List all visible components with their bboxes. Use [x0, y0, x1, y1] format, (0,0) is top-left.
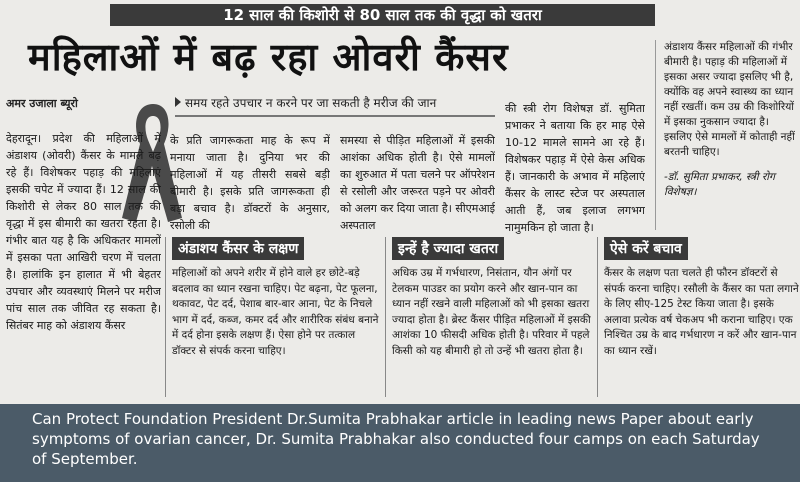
main-headline: महिलाओं में बढ़ रहा ओवरी कैंसर: [28, 35, 509, 79]
quote-sidebar: [655, 40, 799, 230]
subheadline: [175, 94, 495, 117]
article-column-2: के प्रति जागरूकता माह के रूप में मनाया जाता है। दुनिया भर की महिलाओं में यह तीसरी सबसे बड़ी बीमारी है। इसके प्रति जागरूकता ही बड़ा बचाव है। डॉक्टरों के अनुसार, रसोली की: [170, 134, 330, 232]
byline: अमर उजाला ब्यूरो: [6, 97, 78, 110]
section-symptoms: [165, 237, 382, 397]
section-prevention-title: ऐसे करें बचाव: [604, 237, 688, 260]
article-column-1: देहरादून। प्रदेश की महिलाओं में अंडाशय (ओवरी) कैंसर के मामले बढ़ रहे हैं। विशेषकर पहाड़ की महिलाएं इसकी चपेट में ज्यादा हैं। 12 साल की किशोरी से लेकर 80 साल तक की वृद्धा में इस बीमारी का खतरा रहता है। गंभीर बात यह है कि अधिकतर मामलों में इसका पता आखिरी चरण में चलता है। हालांकि इन हालात में भी बेहतर उपचार और व्यवस्थाएं मिलने पर मरीज पांच साल तक जीवित रह सकता है। सितंबर माह को अंडाशय कैंसर: [6, 132, 161, 332]
sidebar-text: अंडाशय कैंसर महिलाओं की गंभीर बीमारी है। पहाड़ की महिलाओं में इसका असर ज्यादा इसलिए भी है, क्योंकि वह अपने स्वास्थ्य का ध्यान नहीं रखतीं। कम उम्र की किशोरियों में इसका नुकसान ज्यादा है। इसलिए ऐसे मामलों में कोताही नहीं बरतनी चाहिए।: [664, 41, 795, 158]
section-symptoms-title: अंडाशय कैंसर के लक्षण: [172, 237, 304, 260]
section-risk-body: अधिक उम्र में गर्भधारण, निसंतान, यौन अंगों पर टेलकम पाउडर का प्रयोग करने और खान-पान का ध्यान नहीं रखने वाली महिलाओं को भी इसका खतरा ज्यादा होता है। ब्रेस्ट कैंसर पीड़ित महिलाओं में इसकी आशंका 10 फीसदी अधिक होती है। परिवार में पहले किसी को यह बीमारी हो तो उन्हें भी खतरा होता है।: [392, 267, 591, 357]
sidebar-signature: -डॉ. सुमिता प्रभाकर, स्त्री रोग विशेषज्ञ।: [664, 171, 775, 198]
section-risk: [385, 237, 597, 397]
section-prevention-body: कैंसर के लक्षण पता चलते ही फौरन डॉक्टरों से संपर्क करना चाहिए। रसौली के कैंसर का पता लगाने के लिए सीए-125 टेस्ट किया जाता है। इसके अलावा प्रत्येक वर्ष चेकअप भी कराना चाहिए। एक निश्चित उम्र के बाद गर्भधारण न करें और खान-पान का ध्यान रखें।: [604, 267, 799, 357]
article-column-4: की स्त्री रोग विशेषज्ञ डॉ. सुमिता प्रभाकर ने बताया कि हर माह ऐसे 10-12 मामले सामने आ रहे हैं। विशेषकर पहाड़ में ऐसे केस अधिक हैं। जानकारी के अभाव में महिलाएं कैंसर के लास्ट स्टेज पर अस्पताल आती हैं, जब इलाज लगभग नामुमकिन हो जाता है।: [505, 102, 645, 234]
kicker-headline: 12 साल की किशोरी से 80 साल तक की वृद्धा को खतरा: [110, 4, 655, 26]
article-column-3: समस्या से पीड़ित महिलाओं में इसकी आशंका अधिक होती है। ऐसे मामलों का शुरुआत में पता चलने पर ऑपरेशन से रसोली और जरूरत पड़ने पर ओवरी को अलग कर दिया जाता है। सीएमआई अस्पताल: [340, 134, 495, 232]
section-risk-title: इन्हें है ज्यादा खतरा: [392, 237, 504, 260]
section-prevention: [597, 237, 799, 397]
image-caption: Can Protect Foundation President Dr.Sumita Prabhakar article in leading news Paper about early symptoms of ovarian cancer, Dr. Sumita Prabhakar also conducted four camps on each Saturday of September.: [0, 404, 800, 482]
subheadline-text: समय रहते उपचार न करने पर जा सकती है मरीज की जान: [185, 96, 437, 110]
section-symptoms-body: महिलाओं को अपने शरीर में होने वाले हर छोटे-बड़े बदलाव का ध्यान रखना चाहिए। पेट बढ़ना, पेट फूलना, थकावट, पेट दर्द, पेशाब बार-बार आना, पेट के निचले भाग में दर्द, कब्ज, कमर दर्द और शारीरिक संबंध बनाने में दर्द होना इसके लक्षण हैं। ऐसा होने पर तत्काल डॉक्टर से संपर्क करना चाहिए।: [172, 267, 379, 357]
